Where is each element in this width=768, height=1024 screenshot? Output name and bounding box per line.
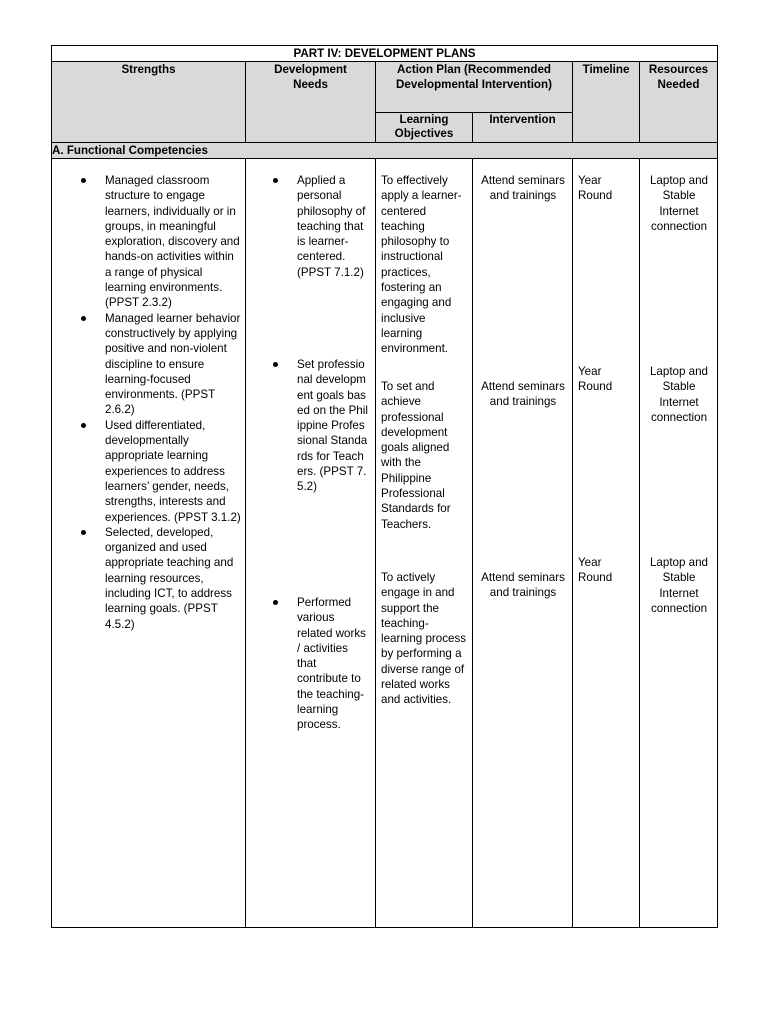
list-item: Selected, developed, organized and used appropriate teaching and learning resources, including ICT, to address learning goals. (PPST 4.5.2) <box>105 525 241 632</box>
header-strengths: Strengths <box>52 62 246 143</box>
learning-objective-3: To actively engage in and support the teaching-learning process by performing a diverse range of related works and activities. <box>381 571 467 707</box>
header-timeline: Timeline <box>573 62 640 143</box>
list-item: Applied a personal philosophy of teaching that is learner-centered. (PPST 7.1.2) <box>297 173 369 280</box>
resources-cell <box>640 159 718 928</box>
list-item: Set professional development goals based on the Philippine Professional Standards for Teachers. (PPST 7.5.2) <box>297 357 369 495</box>
intervention-2: Attend seminars and trainings <box>481 380 565 409</box>
development-need-3 <box>297 595 369 733</box>
learning-objectives-cell <box>376 159 473 928</box>
development-plan-document <box>51 45 717 930</box>
list-item: Managed classroom structure to engage learners, individually or in groups, in meaningful exploration, discovery and hands-on activities within a range of physical learning environments. (PPST 2.3.2) <box>105 173 241 311</box>
intervention-1: Attend seminars and trainings <box>481 174 565 203</box>
timeline-1: Year Round <box>578 174 613 203</box>
resources-2: Laptop and Stable Internet connection <box>649 365 709 424</box>
strengths-cell <box>52 159 246 928</box>
bullet-icon <box>273 600 278 605</box>
development-need-2 <box>297 357 369 495</box>
timeline-cell <box>573 159 640 928</box>
header-action-plan: Action Plan (Recommended Developmental Intervention) <box>376 62 573 113</box>
bullet-icon <box>81 178 86 183</box>
development-need-1 <box>297 173 369 280</box>
intervention-cell <box>473 159 573 928</box>
list-item: Performed various related works / activities that contribute to the teaching-learning process. <box>297 595 369 733</box>
strengths-list <box>105 173 241 632</box>
header-learning-objectives: Learning Objectives <box>376 113 473 143</box>
timeline-2: Year Round <box>578 365 613 394</box>
bullet-icon <box>81 423 86 428</box>
resources-3: Laptop and Stable Internet connection <box>649 556 709 615</box>
table-title: PART IV: DEVELOPMENT PLANS <box>52 46 718 62</box>
list-item: Used differentiated, developmentally appropriate learning experiences to address learners’ gender, needs, strengths, interests and experiences. (PPST 3.1.2) <box>105 418 241 525</box>
header-resources-needed: Resources Needed <box>640 62 718 143</box>
list-item: Managed learner behavior constructively by applying positive and non-violent discipline to ensure learning-focused environments. (PPST 2.6.2) <box>105 311 241 418</box>
header-intervention: Intervention <box>473 113 573 143</box>
intervention-3: Attend seminars and trainings <box>481 571 565 600</box>
header-development-needs: Development Needs <box>246 62 376 143</box>
development-needs-cell <box>246 159 376 928</box>
resources-1: Laptop and Stable Internet connection <box>649 174 709 233</box>
section-heading: A. Functional Competencies <box>52 143 718 159</box>
timeline-3: Year Round <box>578 556 613 585</box>
learning-objective-1: To effectively apply a learner-centered teaching philosophy to instructional practices, fostering an engaging and inclusive learning environment. <box>381 174 462 356</box>
bullet-icon <box>273 178 278 183</box>
bullet-icon <box>273 362 278 367</box>
learning-objective-2: To set and achieve professional development goals aligned with the Philippine Professional Standards for Teachers. <box>381 380 451 531</box>
bullet-icon <box>81 530 86 535</box>
bullet-icon <box>81 316 86 321</box>
development-plan-table <box>51 45 718 928</box>
